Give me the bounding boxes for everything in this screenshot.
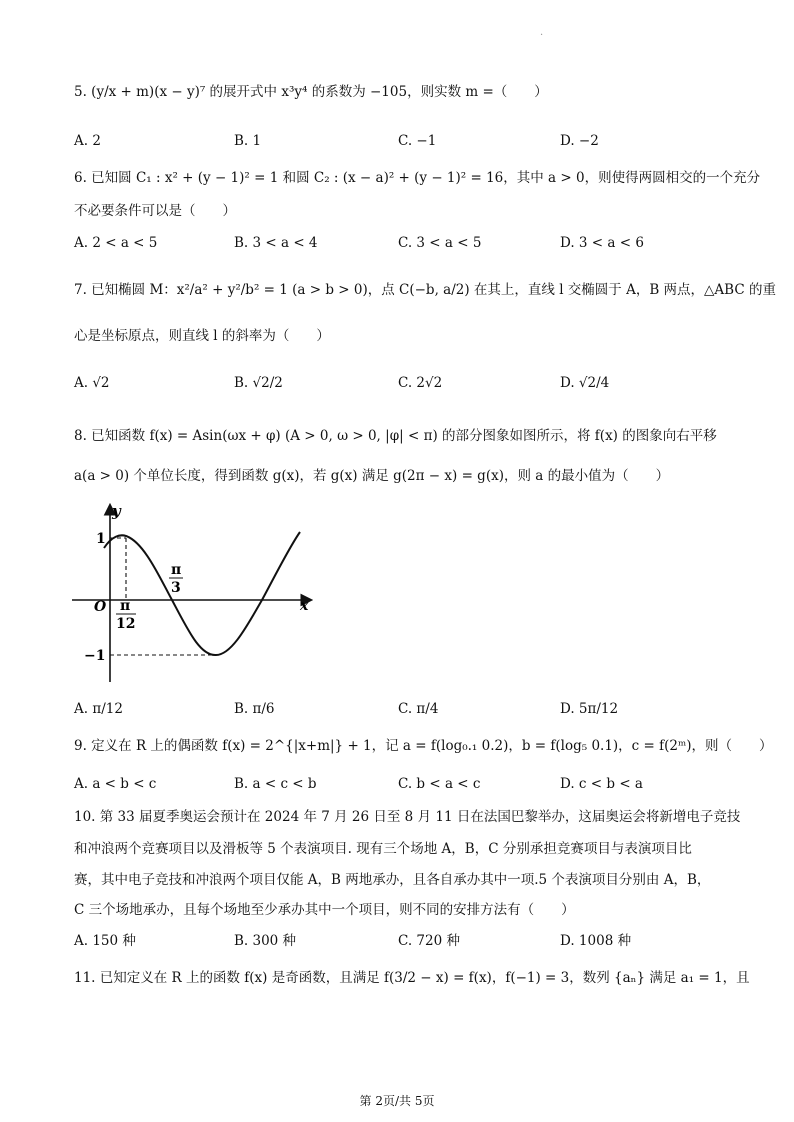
- q7-option-c[interactable]: C. 2√2: [398, 375, 443, 391]
- x-axis-label: x: [300, 598, 309, 614]
- q5-option-a[interactable]: A. 2: [74, 133, 101, 149]
- q9-stem: 9. 定义在 R 上的偶函数 f(x) = 2^{|x+m|} + 1，记 a = f(log₀.₁ 0.2)，b = f(log₅ 0.1)，c = f(2ᵐ)，则（ ）: [74, 738, 773, 754]
- q6-option-b[interactable]: B. 3 < a < 4: [234, 235, 318, 251]
- q8-sine-graph: [64, 498, 324, 688]
- page-footer: 第 2页/共 5页: [359, 1094, 435, 1108]
- q10-option-d[interactable]: D. 1008 种: [560, 933, 632, 949]
- q10-stem-line1: 10. 第 33 届夏季奥运会预计在 2024 年 7 月 26 日至 8 月 11 日在法国巴黎举办，这届奥运会将新增电子竞技: [74, 809, 741, 825]
- q10-stem-line4: C 三个场地承办，且每个场地至少承办其中一个项目，则不同的安排方法有（ ）: [74, 902, 575, 918]
- q7-options: [74, 372, 774, 394]
- q7-option-a[interactable]: A. √2: [74, 375, 110, 391]
- q10-option-b[interactable]: B. 300 种: [234, 933, 297, 949]
- q9-option-d[interactable]: D. c < b < a: [560, 776, 643, 792]
- q8-stem-line2: a(a > 0) 个单位长度，得到函数 g(x)，若 g(x) 满足 g(2π − x) = g(x)，则 a 的最小值为（ ）: [74, 468, 670, 484]
- origin-label: O: [94, 599, 107, 615]
- y-max-label: 1: [96, 531, 106, 547]
- q8-stem-line1: 8. 已知函数 f(x) = Asin(ωx + φ) (A > 0, ω > 0, |φ| < π) 的部分图象如图所示，将 f(x) 的图象向右平移: [74, 428, 717, 444]
- q8-option-d[interactable]: D. 5π/12: [560, 701, 619, 717]
- tick-pi3-denominator: 3: [171, 580, 181, 596]
- q10-stem-line2: 和冲浪两个竞赛项目以及滑板等 5 个表演项目. 现有三个场地 A，B，C 分别承担竞赛项目与表演项目比: [74, 841, 692, 857]
- q8-options: [74, 698, 774, 720]
- q11-stem: 11. 已知定义在 R 上的函数 f(x) 是奇函数，且满足 f(3/2 − x) = f(x)，f(−1) = 3，数列 {aₙ} 满足 a₁ = 1，且: [74, 970, 750, 986]
- q9-options: [74, 773, 774, 795]
- tick-pi12-denominator: 12: [116, 616, 136, 632]
- sine-curve: [104, 532, 300, 655]
- q6-stem-line2: 不必要条件可以是（ ）: [74, 203, 236, 219]
- q6-option-d[interactable]: D. 3 < a < 6: [560, 235, 644, 251]
- q9-option-a[interactable]: A. a < b < c: [74, 776, 157, 792]
- q10-option-c[interactable]: C. 720 种: [398, 933, 460, 949]
- tick-pi12-numerator: π: [120, 598, 131, 614]
- y-axis-label: y: [112, 502, 121, 520]
- tick-pi3-numerator: π: [171, 562, 182, 578]
- q5-stem: 5. (y/x + m)(x − y)⁷ 的展开式中 x³y⁴ 的系数为 −105，则实数 m =（ ）: [74, 84, 548, 100]
- q8-option-b[interactable]: B. π/6: [234, 701, 275, 717]
- q7-option-b[interactable]: B. √2/2: [234, 375, 283, 391]
- q8-option-c[interactable]: C. π/4: [398, 701, 439, 717]
- q6-option-c[interactable]: C. 3 < a < 5: [398, 235, 482, 251]
- q10-option-a[interactable]: A. 150 种: [74, 933, 136, 949]
- y-min-label: −1: [84, 648, 106, 664]
- q5-option-b[interactable]: B. 1: [234, 133, 262, 149]
- q6-stem-line1: 6. 已知圆 C₁ : x² + (y − 1)² = 1 和圆 C₂ : (x − a)² + (y − 1)² = 16，其中 a > 0，则使得两圆相交的一个充分: [74, 170, 761, 186]
- q5-option-c[interactable]: C. −1: [398, 133, 437, 149]
- q10-options: [74, 930, 774, 952]
- q6-option-a[interactable]: A. 2 < a < 5: [74, 235, 158, 251]
- q7-stem-line2: 心是坐标原点，则直线 l 的斜率为（ ）: [74, 328, 330, 344]
- q10-stem-line3: 赛，其中电子竞技和冲浪两个项目仅能 A，B 两地承办，且各自承办其中一项.5 个表演项目分别由 A，B，: [74, 872, 711, 888]
- scan-mark: ·: [540, 30, 544, 41]
- q8-option-a[interactable]: A. π/12: [74, 701, 123, 717]
- q7-stem-line1: 7. 已知椭圆 M：x²/a² + y²/b² = 1 (a > b > 0)，点 C(−b, a/2) 在其上，直线 l 交椭圆于 A，B 两点，△ABC 的重: [74, 282, 776, 298]
- q5-option-d[interactable]: D. −2: [560, 133, 599, 149]
- q5-options: [74, 130, 774, 152]
- q9-option-c[interactable]: C. b < a < c: [398, 776, 481, 792]
- q7-option-d[interactable]: D. √2/4: [560, 375, 610, 391]
- q9-option-b[interactable]: B. a < c < b: [234, 776, 317, 792]
- q6-options: [74, 232, 774, 254]
